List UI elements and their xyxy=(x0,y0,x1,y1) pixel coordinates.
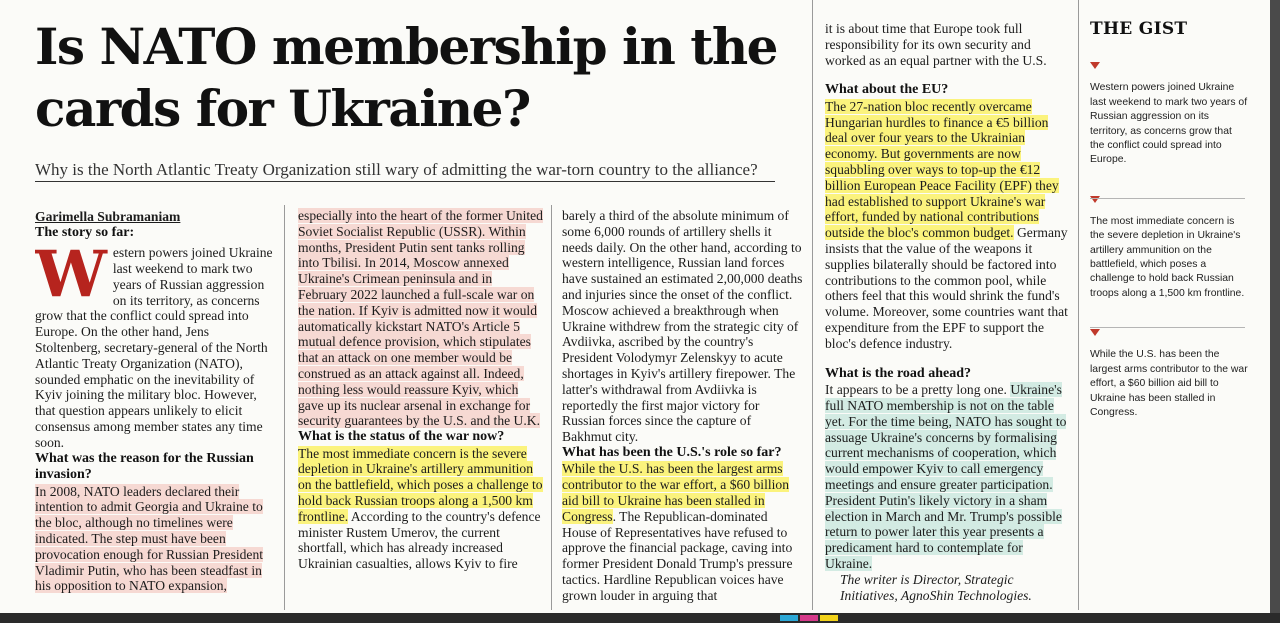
paragraph xyxy=(35,484,275,595)
gist-item xyxy=(1090,196,1248,301)
column-divider xyxy=(284,205,285,610)
color-registration-mark xyxy=(780,615,798,621)
page-edge-shadow xyxy=(1270,0,1280,623)
triangle-down-icon xyxy=(1090,196,1100,203)
paragraph-text: it is about time that Europe took full responsibility for its own security and worked as an equal partner with the U.S. xyxy=(825,21,1047,68)
paragraph xyxy=(298,208,544,429)
highlighted-text: While the U.S. has been the largest arms contributor to the war effort, a $60 billion aid bill to Ukraine has been stalled in Congress xyxy=(562,461,790,524)
article-column-4 xyxy=(825,21,1071,615)
column-divider xyxy=(812,0,813,610)
subhead-story-so-far: The story so far: xyxy=(35,224,135,240)
paragraph-text: estern powers joined Ukraine last weekend to mark two years of Russian aggression on its territory, as concerns grow that the conflict could spread into Europe. On the other hand, Jens Stoltenberg, secretary-general of the North Atlantic Treaty Organization (NATO), sounded emphatic on the inevitability of Kyiv joining the military bloc. However, that question appears unlikely to elicit consensus among member states any time soon. xyxy=(35,245,273,450)
subhead-reason-for-invasion: What was the reason for the Russian invasion? xyxy=(35,450,254,483)
paragraph xyxy=(35,237,275,450)
paragraph-text: barely a third of the absolute minimum of some 6,000 rounds of artillery shells it needs daily. On the other hand, according to western intelligence, Russian land forces have sustained an estimated 2,00,000 deaths and injuries since the onset of the conflict. Moscow achieved a breakthrough when Ukraine withdrew from the strategic city of Avdiivka, ascribed by the country's President Volodymyr Zelenskyy to acute shortages in Kyiv's artillery firepower. The latter's withdrawal from Avdiivka is reportedly the first major victory for Russian forces since the capture of Bakhmut city. xyxy=(562,208,803,445)
paragraph xyxy=(825,99,1071,352)
headline-line-1: Is NATO membership in the xyxy=(35,17,777,76)
page-bottom-edge xyxy=(0,613,1280,623)
gist-item-text: While the U.S. has been the largest arms contributor to the war effort, a $60 billion aid bill to Ukraine has been stalled in Congress. xyxy=(1090,349,1248,418)
author-note: The writer is Director, Strategic Initiatives, AgnoShin Technologies. xyxy=(840,571,1032,603)
gist-item xyxy=(1090,329,1248,420)
drop-cap: W xyxy=(35,237,107,313)
subhead-us-role: What has been the U.S.'s role so far? xyxy=(562,444,782,460)
subhead-eu: What about the EU? xyxy=(825,82,949,98)
article-deck: Why is the North Atlantic Treaty Organization still wary of admitting the war-torn country to the alliance? xyxy=(35,159,775,182)
gist-item-text: The most immediate concern is the severe depletion in Ukraine's artillery ammunition on the battlefield, which poses a challenge to hold back Russian troops along a 1,500 km frontline. xyxy=(1090,215,1245,299)
triangle-down-icon xyxy=(1090,62,1100,69)
color-registration-mark xyxy=(820,615,838,621)
headline-line-2: cards for Ukraine? xyxy=(35,79,530,138)
gist-sidebar xyxy=(1090,19,1248,448)
highlighted-text: In 2008, NATO leaders declared their intention to admit Georgia and Ukraine to the bloc, although no timelines were indicated. The step must have been provocation enough for Russian President Vladimir Putin, who has been steadfast in his opposition to NATO expansion, xyxy=(35,483,264,594)
headline xyxy=(35,16,795,140)
highlighted-text: Ukraine's full NATO membership is not on the table yet. For the time being, NATO has sought to assuage Ukraine's concerns by formalising current mechanisms of cooperation, which would empower Kyiv to call emergency meetings and ensure greater participation. President Putin's likely victory in a sham election in March and Mr. Trump's possible return to power later this year presents a predicament hard to contemplate for Ukraine. xyxy=(825,382,1067,571)
paragraph xyxy=(298,446,544,572)
gist-divider xyxy=(1090,327,1245,328)
paragraph-text: . The Republican-dominated House of Representatives have refused to approve the financial package, caving into former President Donald Trump's pressure tactics. Hardline Republican voices have grown louder in arguing that xyxy=(562,508,793,603)
article-column-3 xyxy=(562,208,804,613)
paragraph-text: It appears to be a pretty long one. xyxy=(825,382,1011,398)
paragraph-text: Germany insists that the value of the weapons it supplies bilaterally should be factored into contributions to the common pool, while others feel that this would shrink the fund's volume. Moreover, some countries want that expenditure from the EPF to support the bloc's defence industry. xyxy=(825,225,1068,351)
gist-item xyxy=(1090,62,1248,167)
triangle-down-icon xyxy=(1090,329,1100,336)
gist-item-text: Western powers joined Ukraine last weekend to mark two years of Russian aggression on its territory, as concerns grow that the conflict could spread into Europe. xyxy=(1090,82,1248,166)
column-divider xyxy=(1078,0,1079,610)
highlighted-text: The 27-nation bloc recently overcame Hungarian hurdles to finance a €5 billion deal over four years to the Ukrainian economy. But governments are now squabbling over ways to top-up the €12 billion European Peace Facility (EPF) they had established to support Ukraine's war effort, funded by national contributions outside the bloc's common budget. xyxy=(825,98,1059,241)
paragraph xyxy=(562,461,804,603)
article-column-1 xyxy=(35,209,275,613)
paragraph-text: According to the country's defence minister Rustem Umerov, the current shortfall, which has already increased Ukrainian casualties, allows Kyiv to fire xyxy=(298,508,541,572)
gist-divider xyxy=(1090,198,1245,199)
color-registration-mark xyxy=(800,615,818,621)
byline: Garimella Subramaniam xyxy=(35,209,181,224)
column-divider xyxy=(551,205,552,610)
gist-title: THE GIST xyxy=(1090,19,1188,39)
highlighted-text: especially into the heart of the former United Soviet Socialist Republic (USSR). Within months, President Putin sent tanks rolling into Tbilisi. In 2014, Moscow annexed Ukraine's Crimean peninsula and in February 2022 launched a full-scale war on the nation. If Kyiv is admitted now it would automatically kickstart NATO's Article 5 mutual defence provision, which stipulates that an attack on one member would be construed as an attack against all. Indeed, nothing less would reassure Kyiv, which gave up its nuclear arsenal in exchange for security guarantees by the U.S. and the U.K. xyxy=(298,208,543,429)
paragraph xyxy=(825,382,1071,572)
article-column-2 xyxy=(298,208,544,613)
subhead-road-ahead: What is the road ahead? xyxy=(825,365,971,381)
highlighted-text: The most immediate concern is the severe depletion in Ukraine's artillery ammunition on the battlefield, which poses a challenge to hold back Russian troops along a 1,500 km frontline. xyxy=(298,445,543,524)
subhead-status-of-war: What is the status of the war now? xyxy=(298,429,505,445)
